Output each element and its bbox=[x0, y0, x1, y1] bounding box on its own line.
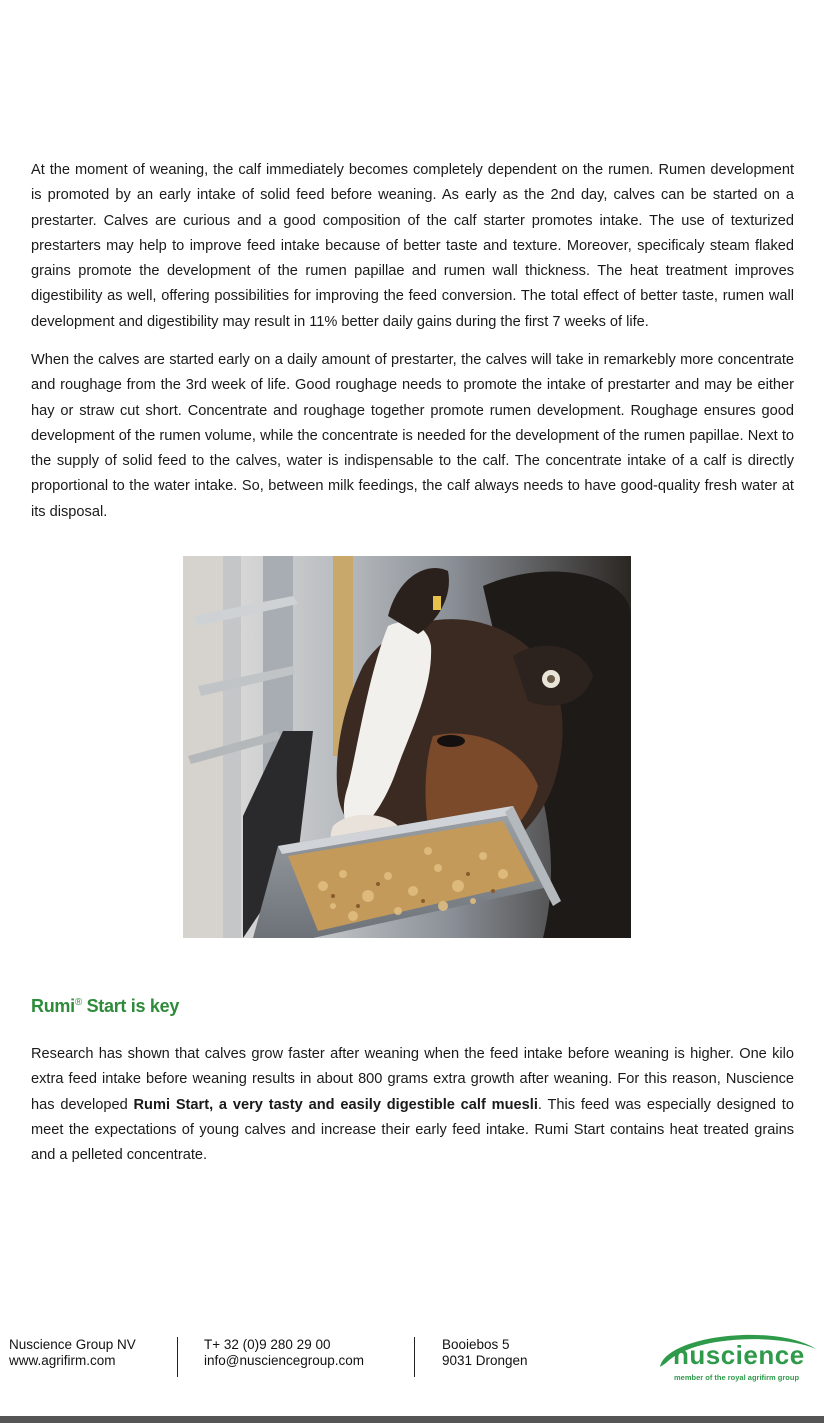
body-paragraph-2: When the calves are started early on a daily amount of prestarter, the calves will take in remarkebly more concentrate and roughage from the 3rd week of life. Good roughage needs to promote the intake of prestarter and may be either hay or straw cut short. Concentrate and roughage together promote rumen development. Roughage ensures good development of the rumen volume, while the concentrate is needed for the development of the rumen papillae. Next to the supply of solid feed to the calves, water is indispensable to the calf. The concentrate intake of a calf is directly proportional to the water intake. So, between milk feedings, the calf always needs to have good-quality fresh water at its disposal. bbox=[31, 352, 794, 520]
heading-rest: Start is key bbox=[81, 996, 180, 1016]
section-paragraph-bold: Rumi Start, a very tasty and easily digestible calf muesli bbox=[133, 1096, 538, 1113]
calf-illustration bbox=[183, 556, 631, 938]
footer-address-block bbox=[442, 1337, 528, 1368]
bottom-bar bbox=[0, 1416, 824, 1423]
footer-phone: T+ 32 (0)9 280 29 00 bbox=[204, 1337, 331, 1352]
footer-city: 9031 Drongen bbox=[442, 1352, 528, 1368]
footer-divider-1 bbox=[177, 1337, 178, 1377]
footer-website-link[interactable]: www.agrifirm.com bbox=[9, 1352, 116, 1368]
logo-tagline: member of the royal agrifirm group bbox=[674, 1373, 800, 1382]
heading-brand: Rumi bbox=[31, 996, 75, 1016]
footer-street: Booiebos 5 bbox=[442, 1337, 510, 1352]
section-paragraph-before: Research has shown that calves grow faster after weaning when the feed intake before weaning is higher. One kilo extra feed intake before weaning results in about 800 grams extra growth after weaning. For this reason, Nuscience has developed bbox=[31, 1046, 794, 1113]
section-heading bbox=[31, 996, 179, 1017]
footer-divider-2 bbox=[414, 1337, 415, 1377]
body-paragraph-1: At the moment of weaning, the calf immediately becomes completely dependent on the rumen. Rumen development is promoted by an early intake of solid feed before weaning. As early as the 2nd day, calves can be started on a prestarter. Calves are curious and a good composition of the calf starter promotes intake. The use of texturized prestarters may help to improve feed intake because of better taste and texture. Moreover, specificaly steam flaked grains promote the development of the rumen papillae and rumen wall thickness. The heat treatment improves digestibility as well, offering possibilities for improving the feed conversion. The total effect of better taste, rumen wall development and digestibility may result in 11% better daily gains during the first 7 weeks of life. bbox=[31, 162, 794, 330]
logo-wordmark: nuscience bbox=[673, 1340, 805, 1370]
footer-contact-block bbox=[204, 1337, 364, 1368]
footer-company-block bbox=[9, 1337, 136, 1368]
section-paragraph-after: . This feed was especially designed to meet the expectations of young calves and increase their early feed intake. Rumi Start contains heat treated grains and a pelleted concentrate. bbox=[31, 1096, 794, 1164]
nuscience-logo bbox=[656, 1327, 820, 1385]
section-paragraph bbox=[31, 1042, 794, 1168]
calf-feeding-photo bbox=[183, 556, 631, 938]
footer-email-link[interactable]: info@nusciencegroup.com bbox=[204, 1352, 365, 1368]
footer-company: Nuscience Group NV bbox=[9, 1337, 136, 1352]
registered-mark: ® bbox=[74, 997, 82, 1008]
